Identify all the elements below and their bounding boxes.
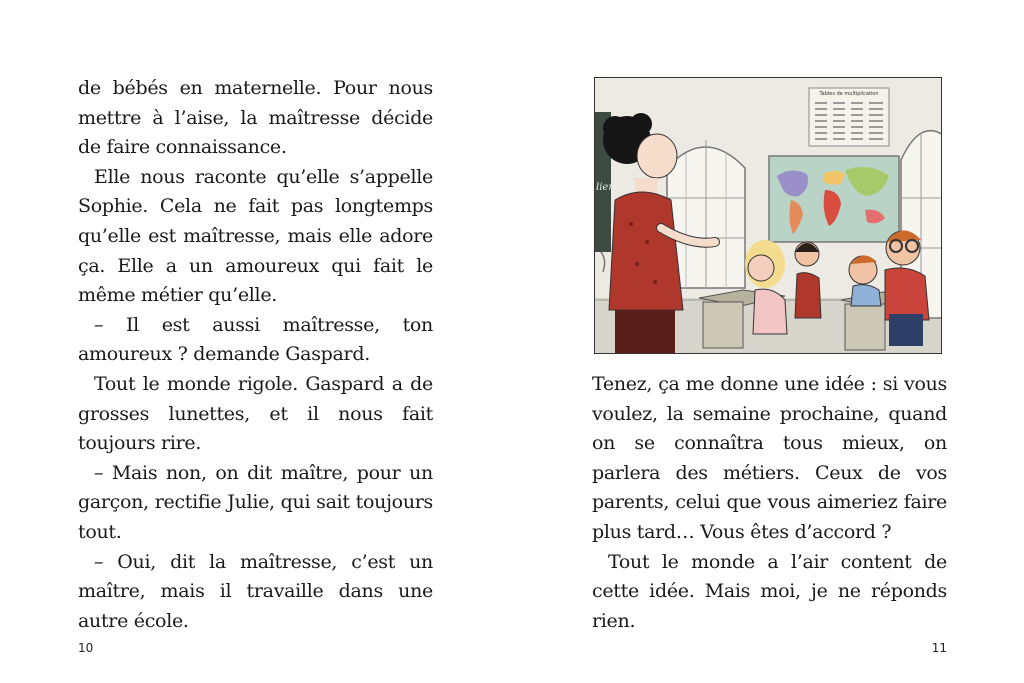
board-writing: lier	[596, 182, 614, 193]
right-page	[512, 0, 1024, 683]
right-text-column	[592, 370, 947, 636]
paragraph: – Mais non, on dit maître, pour un garçon, rectifie Julie, qui sait toujours tout.	[78, 461, 433, 543]
paragraph: – Il est aussi maîtresse, ton amoureux ? demande Gaspard.	[78, 313, 433, 366]
chart-title: Tables de multiplication	[819, 91, 879, 97]
world-map	[769, 156, 899, 242]
left-text-column	[78, 74, 433, 636]
paragraph: de bébés en maternelle. Pour nous mettre à l’aise, la maîtresse décide de faire connaissance.	[78, 77, 433, 159]
paragraph: – Oui, dit la maîtresse, c’est un maître, mais il travaille dans une autre école.	[78, 550, 433, 632]
paragraph: Tenez, ça me donne une idée : si vous voulez, la semaine prochaine, quand on se connaîtra tous mieux, on parlera des métiers. Ceux de vos parents, celui que vous aimeriez faire plus tard… Vous êtes d’accord ?	[592, 373, 947, 543]
page-number: 11	[931, 641, 947, 655]
multiplication-chart	[809, 88, 889, 146]
classroom-illustration	[594, 77, 942, 354]
arched-window	[667, 140, 745, 288]
paragraph: Elle nous raconte qu’elle s’appelle Sophie. Cela ne fait pas longtemps qu’elle est maîtresse, mais elle adore ça. Elle a un amoureux qui fait le même métier qu’elle.	[78, 165, 433, 307]
paragraph: Tout le monde rigole. Gaspard a de grosses lunettes, et il nous fait toujours rire.	[78, 372, 433, 455]
page-number: 10	[78, 641, 94, 655]
paragraph: Tout le monde a l’air content de cette idée. Mais moi, je ne réponds rien.	[592, 550, 947, 632]
